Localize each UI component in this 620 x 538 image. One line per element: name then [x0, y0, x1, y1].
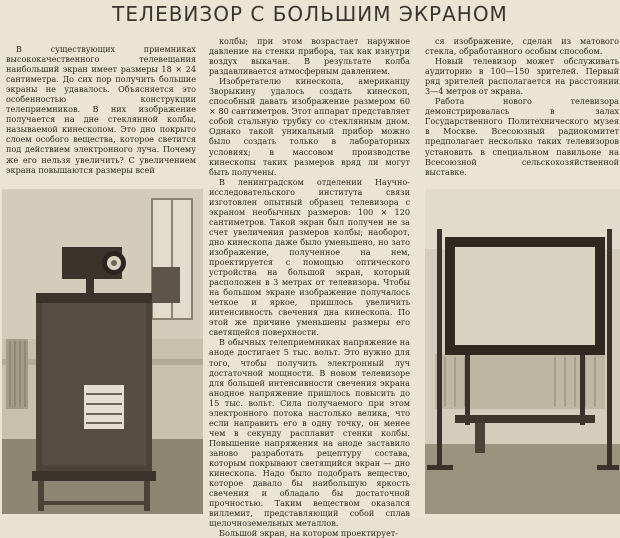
photo-television-cabinet [2, 189, 203, 514]
text-column-3 [425, 36, 619, 177]
text-column-1 [6, 44, 196, 175]
paragraph: В обычных телеприемниках напряжение на аноде достигает 5 тыс. вольт. Это нужно для того, чтобы получить электронный луч достаточной мощности. В новом телевизоре для большей интенсивности свечения экрана анодное напряжение пришлось повысить до 15 тыс. вольт. Сила получаемого при этом электронного потока настолько велика, что если направить его в одну точку, он менее чем в секунду расплавит стенки колбы. Повышение напряжения на аноде заставило заново разработать рецептуру состава, которым покрывают светящийся экран — дно кинескопа. Надо было подобрать вещество, которое давало бы наибольшую яркость свечения и обладало бы достаточной прочностью. Таким веществом оказался виллемит, представляющий собой сплав щелочноземельных металлов. [209, 337, 410, 529]
paragraph: Большой экран, на котором проектирует- [219, 528, 398, 538]
television-cabinet-illustration [2, 189, 203, 514]
paragraph: ся изображение, сделан из матового стекла, обработанного особым способом. [425, 36, 619, 57]
photo-projection-screen [425, 189, 620, 514]
article-title: ТЕЛЕВИЗОР С БОЛЬШИМ ЭКРАНОМ [112, 2, 508, 26]
paragraph: Работа нового телевизора демонстрировалась в залах Государственного Политехнического музея в Москве. Всесоюзный радиокомитет предполагает несколько таких телевизоров установить в специальном павильоне на Всесоюзной сельскохозяйственной выставке. [425, 96, 619, 177]
paragraph: Изобретателю кинескопа, американцу Зворыкину удалось создать кинескоп, способный давать изображение размером 60 × 80 сантиметров. Этот аппарат представляет собой стальную трубку со стеклянным дном. Однако такой уникальный прибор можно было создать только в лабораторных условиях; в массовом производстве кинескопы таких размеров вряд ли могут быть получены. [209, 76, 410, 177]
paragraph: Новый телевизор может обслуживать аудиторию в 100—150 зрителей. Первый ряд зрителей располагается на расстоянии 3—4 метров от экрана. [425, 56, 619, 97]
text-column-2 [209, 36, 410, 538]
paragraph: В существующих приемниках высококачественного телевещания наибольший экран имеет размеры 18 × 24 сантиметра. До сих пор получить большие экраны не удавалось. Объясняется это особенностью конструкции телеприемников. В них изображение получается на дне стеклянной колбы, называемой кинескопом. Это дно покрыто слоем особого вещества, которое светится под действием электронного луча. Почему же его нельзя увеличить? С увеличением экрана повышаются размеры всей [6, 44, 196, 175]
paragraph: колбы; при этом возрастает наружное давление на стенки прибора, так как изнутри воздух выкачан. В результате колба раздавливается атмосферным давлением. [209, 36, 410, 77]
paragraph: В ленинградском отделении Научно-исследовательского института связи изготовлен опытный образец телевизора с экраном необычных размеров: 100 × 120 сантиметров. Такой экран был получен не за счет увеличения размеров колбы; наоборот, дно кинескопа даже было уменьшено, но зато изображение, полученное на нем, проектируется с помощью оптического устройства на большой экран, который расположен в 3 метрах от телевизора. Чтобы на большом экране изображение получалось четкое и яркое, пришлось увеличить интенсивность свечения дна кинескопа. По этой же причине уменьшены размеры его светящейся поверхности. [209, 176, 410, 338]
projection-screen-illustration [425, 189, 620, 514]
